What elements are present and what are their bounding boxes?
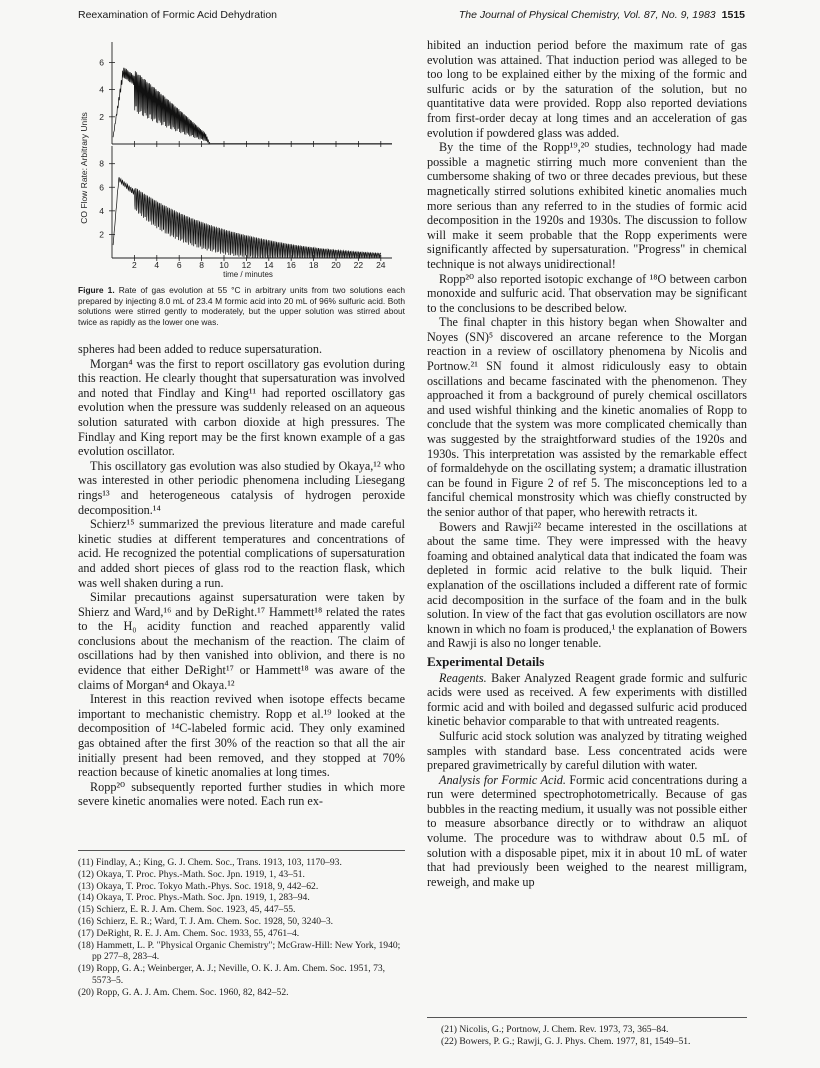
x-tick-label: 14 <box>264 260 274 270</box>
section-heading: Experimental Details <box>427 653 545 669</box>
paragraph: hibited an induction period before the maximum rate of gas evolution was attained. That induction period was alleged to be too long to be explained either by the mixing of the formic and sulfuric acids or by the saturation of the solution, but no quantitative data were provided. Ropp also reported deviations from first-order decay at long times and an acceleration of gas evolution if powdered glass was added. <box>427 38 747 140</box>
paragraph-text: Baker Analyzed Reagent grade formic and sulfuric acids were used as received. A few experiments with distilled formic acid and with boiled and degassed sulfuric acid produced kinetic behavior comparable to that with untreated reagents. <box>427 670 747 729</box>
caption-text: Rate of gas evolution at 55 °C in arbitrary units from two solutions each prepared by injecting 8.0 mL of 23.4 M formic acid into 20 mL of 96% sulfuric acid. Both solutions were stirred gently to moderately, but the upper solution was stirred about twice as rapidly as the lower one was. <box>78 285 406 327</box>
y-tick-label: 2 <box>99 229 104 240</box>
y-tick-label: 8 <box>99 158 104 169</box>
running-header-journal <box>459 9 745 21</box>
paragraph: This oscillatory gas evolution was also studied by Okaya,¹² who was interested in other periodic phenomena including Liesegang rings¹³ and heterogeneous catalysis of hydrogen peroxide decomposition.¹⁴ <box>78 458 405 517</box>
footnote-rule-right <box>427 1017 747 1018</box>
reference: (13) Okaya, T. Proc. Tokyo Math.-Phys. Soc. 1918, 9, 442–62. <box>78 880 319 892</box>
left-column-text <box>78 342 405 809</box>
paragraph <box>427 671 747 729</box>
paragraph: By the time of the Ropp¹⁹,²⁰ studies, technology had made possible a magnetic stirring much more convenient than the cumbersome shaking of two or three decades previous, but these magnetically stirred solutions exhibited kinetic anomalies much more serious than any referred to in the studies of formic acid decomposition in the 1920s and 1930s. The discussion to follow will make it seem probable that the Ropp experiments were significantly affected by supersaturation. "Progress" in chemical technique is not always unidirectional! <box>427 140 747 271</box>
x-axis-label: time / minutes <box>223 270 273 279</box>
reference: (19) Ropp, G. A.; Weinberger, A. J.; Neville, O. K. J. Am. Chem. Soc. 1951, 73, 5573–5. <box>78 963 386 986</box>
journal-citation: The Journal of Physical Chemistry, Vol. 87, No. 9, 1983 <box>458 9 716 21</box>
page-number: 1515 <box>721 9 745 21</box>
y-tick-label: 2 <box>99 111 104 122</box>
paragraph-text: Formic acid concentrations during a run were determined spectrophotometrically. Because of gas bubbles in the reacting medium, it usually was not possible either to measure absorbance directly or to withdraw an aliquot volume. The procedure was to withdraw about 0.5 mL of solution with a disposable pipet, mix it in about 10 mL of water that had previously been weighed to the nearest milligram, reweigh, and make up <box>427 772 747 889</box>
reference: (11) Findlay, A.; King, G. J. Chem. Soc., Trans. 1913, 103, 1170–93. <box>78 857 342 868</box>
paragraph: Morgan⁴ was the first to report oscillatory gas evolution during this reaction. He clearly thought that supersaturation was involved and noted that Findlay and King¹¹ had reported oscillatory gas evolution when the pressure was suddenly released on an aqueous solution saturated with carbon dioxide at high pressures. The Findlay and King report may be the first known example of a gas evolution oscillator. <box>78 356 405 459</box>
figure-1-chart <box>78 36 408 284</box>
reference: (12) Okaya, T. Proc. Phys.-Math. Soc. Jpn. 1919, 1, 43–51. <box>78 868 305 880</box>
x-axis <box>132 260 386 270</box>
x-tick-label: 16 <box>286 260 296 270</box>
lower-trace <box>113 177 381 258</box>
run-in-heading: Analysis for Formic Acid. <box>439 772 566 787</box>
paragraph: The final chapter in this history began when Showalter and Noyes (SN)⁵ discovered an arcane reference to the Morgan reaction in a review of oscillatory phenomena by Nicolis and Portnow.²¹ SN found it almost ridiculously easy to obtain oscillations and became fascinated with the phenomenon. They approached it from a background of purely chemical oscillators and used wishful thinking and the kinetic anomalies of Ropp to conclude that the system was more complicated chemically than was suggested by the straightforward studies of the 1920s and 1930s. This interpretation was assisted by the remarkable effect of formaldehyde on the oscillating system; a dramatic illustration can be found in Figure 2 of ref 5. The misconceptions led to a fanciful chemical monstrosity which was chiefly constructed by the senior author of that paper, who herewith retracts it. <box>427 315 747 519</box>
right-references <box>441 1024 747 1048</box>
x-tick-label: 4 <box>154 260 160 270</box>
x-tick-label: 24 <box>376 260 386 270</box>
x-tick-label: 12 <box>241 260 252 270</box>
y-axis-label: CO Flow Rate: Arbitrary Units <box>79 112 89 224</box>
reference: (22) Bowers, P. G.; Rawji, G. J. Phys. Chem. 1977, 81, 1549–51. <box>441 1035 691 1047</box>
reference: (15) Schierz, E. R. J. Am. Chem. Soc. 1923, 45, 447–55. <box>78 904 296 916</box>
left-references <box>78 857 405 999</box>
y-tick-label: 4 <box>99 205 104 216</box>
x-tick-label: 6 <box>176 260 182 270</box>
paragraph: Bowers and Rawji²² became interested in the oscillations at about the same time. They were impressed with the heavy foaming and obtained analytical data that indicated the foam was depleted in formic acid relative to the bulk liquid. Their explanation of the oscillations included a different rate of formic acid decomposition in the surface of the foam and in the bulk solution. In view of the fact that gas evolution oscillators are now known in which no foam is produced,¹ the explanation of Bowers and Rawji is also no longer tenable. <box>427 519 747 651</box>
upper-trace <box>113 68 210 144</box>
right-column-text <box>427 38 747 889</box>
running-header-title: Reexamination of Formic Acid Dehydration <box>78 9 278 21</box>
paragraph: Similar precautions against supersaturation were taken by Shierz and Ward,¹⁶ and by DeRight.¹⁷ Hammett¹⁸ related the rates to the H₀ acidity function and reached apparently valid conclusions about the mechanism of the reaction. The claim of oscillations had by then vanished into oblivion, and there is no evidence that either DeRight¹⁷ or Hammett¹⁸ was aware of the claims of Morgan⁴ and Okaya.¹² <box>78 590 405 692</box>
upper-panel <box>99 42 392 147</box>
caption-label: Figure 1. <box>78 285 115 295</box>
paragraph <box>427 729 747 773</box>
x-tick-label: 22 <box>353 260 364 270</box>
paragraph: Ropp²⁰ also reported isotopic exchange of ¹⁸O between carbon monoxide and sulfuric acid. That observation may be significant to the conclusions to be described below. <box>427 271 747 315</box>
y-tick-label: 6 <box>99 182 104 193</box>
figure-caption <box>78 285 405 327</box>
x-tick-label: 20 <box>331 260 341 270</box>
paragraph: Interest in this reaction revived when isotope effects became important to mechanistic chemistry. Ropp et al.¹⁹ looked at the decomposition of ¹⁴C-labeled formic acid. They only examined gas obtained after the first 30% of the reaction so that all the air initially present had been removed, and they stopped at 70% reaction because of kinetic anomalies at long times. <box>78 692 405 780</box>
run-in-heading: Reagents. <box>439 670 487 685</box>
reference: (14) Okaya, T. Proc. Phys.-Math. Soc. Jpn. 1919, 1, 283–94. <box>78 892 310 904</box>
reference: (17) DeRight, R. E. J. Am. Chem. Soc. 1933, 55, 4761–4. <box>78 927 300 939</box>
paragraph: Schierz¹⁵ summarized the previous literature and made careful kinetic studies at different temperatures and concentrations of acid. He recognized the potential complications of supersaturation and added short pieces of glass rod to the reaction flask, which was well shaken during a run. <box>78 517 405 590</box>
paragraph: Ropp²⁰ subsequently reported further studies in which more severe kinetic anomalies were noted. Each run ex- <box>78 779 405 809</box>
lower-panel <box>99 146 392 261</box>
reference: (16) Schierz, E. R.; Ward, T. J. Am. Chem. Soc. 1928, 50, 3240–3. <box>78 915 334 927</box>
reference: (21) Nicolis, G.; Portnow, J. Chem. Rev. 1973, 73, 365–84. <box>441 1024 669 1035</box>
y-tick-label: 4 <box>99 84 104 95</box>
x-tick-label: 18 <box>308 260 319 270</box>
x-tick-label: 10 <box>219 260 229 270</box>
paragraph <box>427 773 747 890</box>
paragraph: spheres had been added to reduce supersaturation. <box>78 342 322 356</box>
x-tick-label: 8 <box>199 260 204 270</box>
footnote-rule-left <box>78 850 405 851</box>
y-tick-label: 6 <box>99 57 104 68</box>
reference: (18) Hammett, L. P. "Physical Organic Chemistry"; McGraw-Hill: New York, 1940; pp 277–8, 283–4. <box>78 939 401 963</box>
reference: (20) Ropp, G. A. J. Am. Chem. Soc. 1960, 82, 842–52. <box>78 986 289 998</box>
x-tick-label: 2 <box>132 260 137 270</box>
paragraph-text: Sulfuric acid stock solution was analyzed by titrating weighed samples with standard base. Less concentrated acids were prepared gravimetrically by careful dilution with water. <box>427 728 747 773</box>
